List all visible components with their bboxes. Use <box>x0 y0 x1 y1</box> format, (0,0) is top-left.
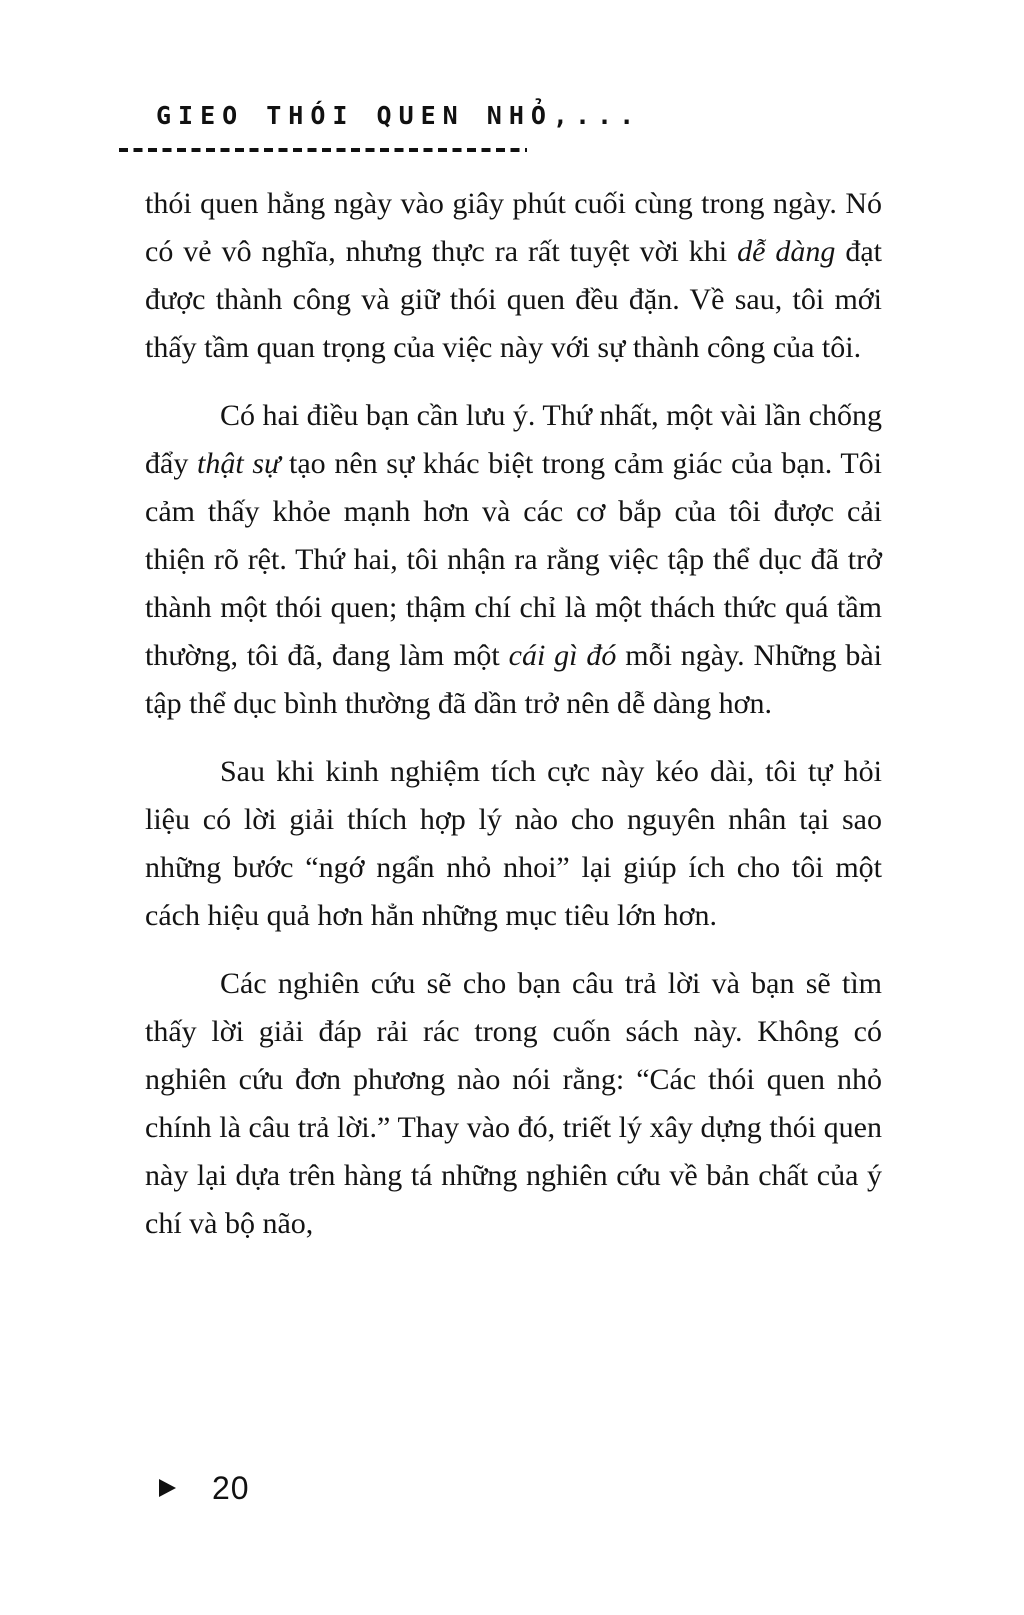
page-body-text <box>145 180 882 1268</box>
italic-text-run: thật sự <box>196 447 281 480</box>
text-run: thói quen hằng ngày vào giây phút cuối cùng trong ngày. Nó có vẻ vô nghĩa, nhưng thực ra rất tuyệt vời khi <box>145 187 882 268</box>
body-paragraph <box>145 748 882 940</box>
text-run: mỗi ngày. Những bài tập thể dục bình thường đã dần trở nên dễ dàng hơn. <box>145 639 882 720</box>
italic-text-run: cái gì đó <box>508 639 617 672</box>
body-paragraph <box>145 180 882 372</box>
text-run: đạt được thành công và giữ thói quen đều đặn. Về sau, tôi mới thấy tầm quan trọng của việc này với sự thành công của tôi. <box>145 235 882 364</box>
triangle-right-icon <box>159 1479 176 1497</box>
italic-text-run: dễ dàng <box>737 235 836 268</box>
page-footer <box>159 1472 250 1504</box>
text-run: tạo nên sự khác biệt trong cảm giác của bạn. Tôi cảm thấy khỏe mạnh hơn và các cơ bắp của tôi được cải thiện rõ rệt. Thứ hai, tôi nhận ra rằng việc tập thể dục đã trở thành một thói quen; thậm chí chỉ là một thách thức quá tầm thường, tôi đã, đang làm một <box>145 447 882 672</box>
body-paragraph <box>145 392 882 728</box>
page-number: 20 <box>212 1470 250 1506</box>
text-run: Các nghiên cứu sẽ cho bạn câu trả lời và bạn sẽ tìm thấy lời giải đáp rải rác trong cuốn sách này. Không có nghiên cứu đơn phương nào nói rằng: “Các thói quen nhỏ chính là câu trả lời.” Thay vào đó, triết lý xây dựng thói quen này lại dựa trên hàng tá những nghiên cứu về bản chất của ý chí và bộ não, <box>145 967 882 1240</box>
body-paragraph <box>145 960 882 1248</box>
text-run: Có hai điều bạn cần lưu ý. Thứ nhất, một vài lần chống đẩy <box>145 399 882 480</box>
running-header: GIEO THÓI QUEN NHỎ,... <box>156 101 642 130</box>
header-dashed-rule <box>119 148 527 152</box>
text-run: Sau khi kinh nghiệm tích cực này kéo dài, tôi tự hỏi liệu có lời giải thích hợp lý nào cho nguyên nhân tại sao những bước “ngớ ngẩn nhỏ nhoi” lại giúp ích cho tôi một cách hiệu quả hơn hẳn những mục tiêu lớn hơn. <box>145 755 882 932</box>
